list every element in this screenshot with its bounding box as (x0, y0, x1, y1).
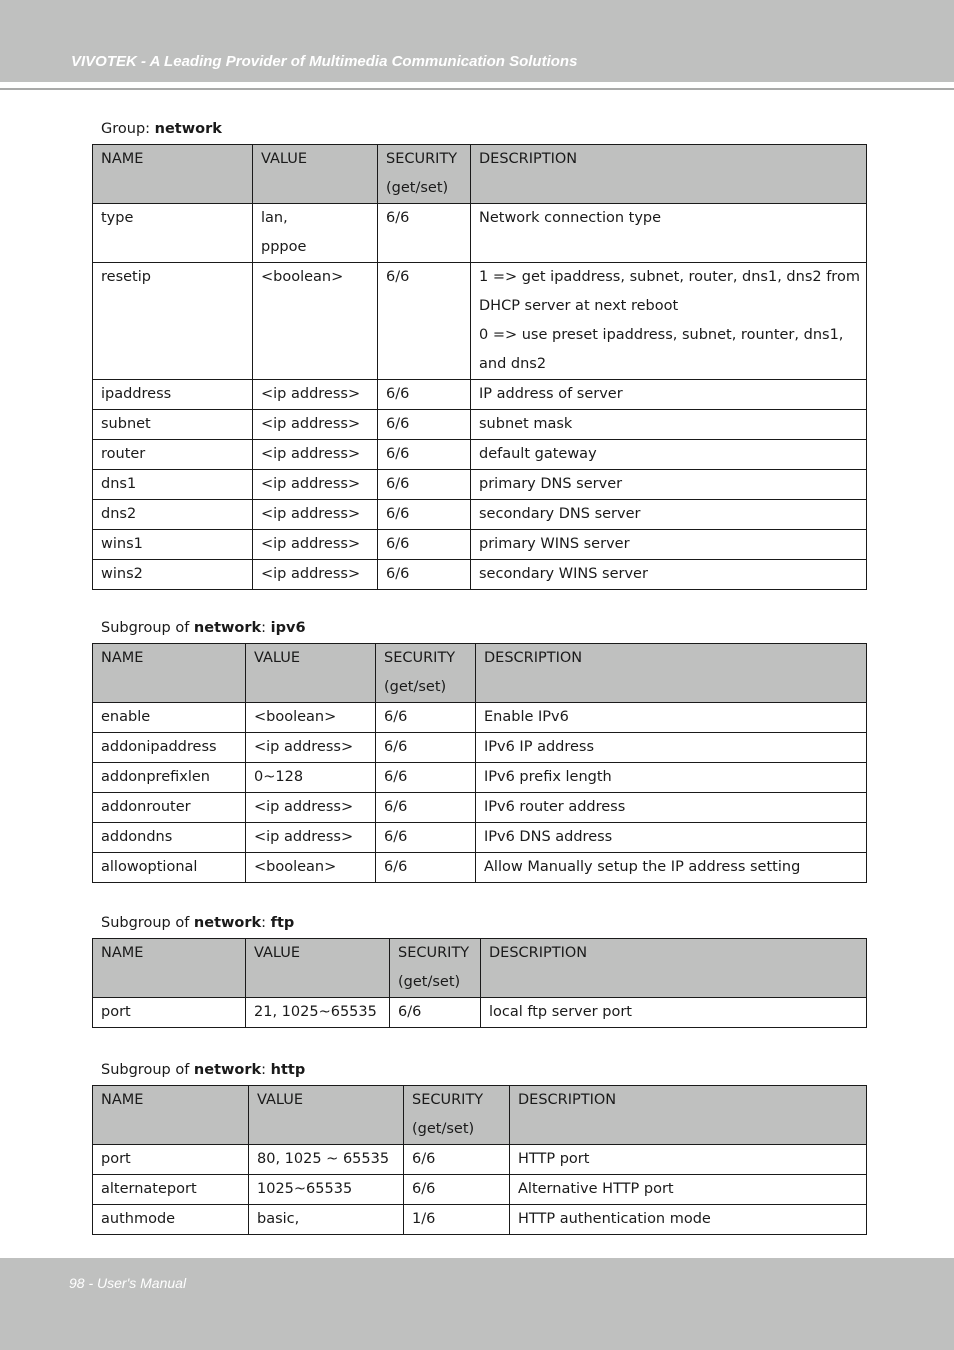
parameter-table (92, 1085, 867, 1235)
param-description-line: secondary WINS server (479, 566, 648, 582)
param-value-line: 0~128 (254, 769, 304, 785)
param-description-line: Alternative HTTP port (518, 1181, 674, 1197)
column-header-security-label: SECURITY (412, 1092, 484, 1108)
param-description-cell (476, 823, 867, 853)
param-description-line: default gateway (479, 446, 597, 462)
column-header-security-label: SECURITY (384, 650, 456, 666)
column-header-value: VALUE (246, 644, 376, 703)
param-security-cell: 1/6 (404, 1205, 510, 1235)
table-header-row (93, 1086, 867, 1145)
caption-group-name: network (154, 121, 222, 137)
param-security-cell: 6/6 (378, 470, 471, 500)
param-description-cell (471, 560, 867, 590)
param-value-cell (246, 853, 376, 883)
section-caption (101, 121, 222, 137)
param-value-line: <ip address> (261, 386, 361, 402)
param-description-cell (481, 998, 867, 1028)
param-description-line: 1 => get ipaddress, subnet, router, dns1, dns2 from (479, 269, 860, 285)
param-value-cell (253, 470, 378, 500)
table-row (93, 763, 867, 793)
parameter-table (92, 643, 867, 883)
param-value-cell (253, 263, 378, 380)
column-header-security-label: SECURITY (386, 151, 458, 167)
table-row (93, 470, 867, 500)
param-description-line: IP address of server (479, 386, 623, 402)
column-header-security-sublabel: (get/set) (412, 1121, 475, 1137)
param-security-cell: 6/6 (378, 500, 471, 530)
param-value-cell (253, 500, 378, 530)
param-description-line: IPv6 prefix length (484, 769, 612, 785)
page-footer (0, 1258, 954, 1350)
param-name-cell: allowoptional (93, 853, 246, 883)
param-value-line: <ip address> (261, 476, 361, 492)
param-value-cell (246, 823, 376, 853)
param-name-cell: wins1 (93, 530, 253, 560)
caption-prefix: Group: (101, 121, 155, 137)
column-header-name: NAME (93, 1086, 249, 1145)
param-description-line: subnet mask (479, 416, 573, 432)
param-description-cell (476, 793, 867, 823)
param-description-cell (476, 763, 867, 793)
table-row (93, 440, 867, 470)
param-description-line: local ftp server port (489, 1004, 632, 1020)
param-value-cell (253, 410, 378, 440)
param-security-cell: 6/6 (378, 263, 471, 380)
table-row (93, 703, 867, 733)
column-header-value: VALUE (246, 939, 390, 998)
caption-prefix: Subgroup of (101, 915, 194, 931)
param-value-cell (253, 440, 378, 470)
param-security-cell: 6/6 (378, 560, 471, 590)
param-value-cell (246, 703, 376, 733)
param-security-cell: 6/6 (378, 530, 471, 560)
column-header-description: DESCRIPTION (471, 145, 867, 204)
param-value-cell (246, 793, 376, 823)
caption-subgroup-name: http (270, 1062, 306, 1078)
column-header-value: VALUE (249, 1086, 404, 1145)
param-description-cell (476, 733, 867, 763)
param-name-cell: addonprefixlen (93, 763, 246, 793)
column-header-security (376, 644, 476, 703)
caption-separator: : (261, 1062, 271, 1078)
table-row (93, 263, 867, 380)
param-security-cell: 6/6 (378, 204, 471, 263)
param-description-line: secondary DNS server (479, 506, 641, 522)
caption-separator: : (261, 620, 271, 636)
table-row (93, 1205, 867, 1235)
param-description-line: Allow Manually setup the IP address setting (484, 859, 801, 875)
table-row (93, 853, 867, 883)
param-value-cell (249, 1205, 404, 1235)
param-value-cell (246, 733, 376, 763)
param-value-cell (253, 530, 378, 560)
param-description-line: primary WINS server (479, 536, 630, 552)
column-header-name: NAME (93, 939, 246, 998)
param-name-cell: router (93, 440, 253, 470)
param-description-cell (471, 410, 867, 440)
param-value-line: 21, 1025~65535 (254, 1004, 377, 1020)
param-value-cell (246, 763, 376, 793)
page-header (0, 0, 954, 82)
param-description-line: HTTP port (518, 1151, 590, 1167)
param-value-line: <ip address> (261, 566, 361, 582)
param-name-cell: resetip (93, 263, 253, 380)
param-value-cell (246, 998, 390, 1028)
column-header-name: NAME (93, 145, 253, 204)
param-value-line: <ip address> (254, 799, 354, 815)
parameter-table (92, 938, 867, 1028)
param-value-line: <boolean> (261, 269, 344, 285)
param-name-cell: authmode (93, 1205, 249, 1235)
param-security-cell: 6/6 (376, 793, 476, 823)
param-description-cell (471, 530, 867, 560)
param-description-cell (471, 204, 867, 263)
param-security-cell: 6/6 (390, 998, 481, 1028)
parameter-table (92, 144, 867, 590)
param-description-cell (471, 470, 867, 500)
param-name-cell: subnet (93, 410, 253, 440)
caption-subgroup-name: ftp (270, 915, 295, 931)
param-name-cell: port (93, 1145, 249, 1175)
param-value-line: <ip address> (261, 506, 361, 522)
param-value-line: basic, (257, 1211, 300, 1227)
param-security-cell: 6/6 (376, 853, 476, 883)
param-description-cell (471, 500, 867, 530)
param-description-cell (471, 263, 867, 380)
param-security-cell: 6/6 (376, 763, 476, 793)
table-row (93, 410, 867, 440)
table-row (93, 500, 867, 530)
table-header-row (93, 939, 867, 998)
footer-page-label: 98 - User's Manual (69, 1275, 187, 1291)
param-security-cell: 6/6 (378, 410, 471, 440)
param-description-cell (471, 440, 867, 470)
param-security-cell: 6/6 (376, 733, 476, 763)
param-description-line: DHCP server at next reboot (479, 298, 679, 314)
column-header-security (404, 1086, 510, 1145)
param-description-cell (471, 380, 867, 410)
section-caption (101, 620, 306, 636)
param-value-line: <boolean> (254, 859, 337, 875)
param-name-cell: enable (93, 703, 246, 733)
param-description-cell (510, 1175, 867, 1205)
param-name-cell: wins2 (93, 560, 253, 590)
param-security-cell: 6/6 (376, 703, 476, 733)
param-value-line: lan, (261, 210, 288, 226)
table-row (93, 823, 867, 853)
param-value-cell (249, 1175, 404, 1205)
param-description-line: IPv6 DNS address (484, 829, 613, 845)
column-header-security-sublabel: (get/set) (384, 679, 447, 695)
caption-prefix: Subgroup of (101, 620, 194, 636)
table-row (93, 204, 867, 263)
caption-subgroup-name: ipv6 (270, 620, 306, 636)
param-description-line: primary DNS server (479, 476, 623, 492)
param-value-line: <ip address> (254, 829, 354, 845)
param-value-cell (253, 380, 378, 410)
param-description-line: 0 => use preset ipaddress, subnet, rounter, dns1, (479, 327, 844, 343)
column-header-security (378, 145, 471, 204)
param-description-line: IPv6 IP address (484, 739, 595, 755)
table-row (93, 793, 867, 823)
param-security-cell: 6/6 (378, 440, 471, 470)
section-caption (101, 915, 294, 931)
table-header-row (93, 145, 867, 204)
param-description-cell (510, 1145, 867, 1175)
param-description-cell (476, 853, 867, 883)
caption-group-name: network (193, 620, 262, 636)
column-header-security-label: SECURITY (398, 945, 470, 961)
param-security-cell: 6/6 (376, 823, 476, 853)
param-value-line: 1025~65535 (257, 1181, 353, 1197)
param-value-cell (253, 204, 378, 263)
param-name-cell: addonipaddress (93, 733, 246, 763)
column-header-description: DESCRIPTION (476, 644, 867, 703)
param-value-line: pppoe (261, 239, 307, 255)
param-value-line: <ip address> (261, 446, 361, 462)
param-description-cell (476, 703, 867, 733)
param-value-line: <ip address> (254, 739, 354, 755)
table-row (93, 1175, 867, 1205)
table-row (93, 998, 867, 1028)
table-row (93, 530, 867, 560)
param-description-line: IPv6 router address (484, 799, 626, 815)
param-name-cell: type (93, 204, 253, 263)
param-value-cell (253, 560, 378, 590)
header-divider (0, 88, 954, 90)
table-row (93, 380, 867, 410)
param-security-cell: 6/6 (404, 1145, 510, 1175)
param-name-cell: alternateport (93, 1175, 249, 1205)
table-row (93, 1145, 867, 1175)
param-security-cell: 6/6 (404, 1175, 510, 1205)
param-security-cell: 6/6 (378, 380, 471, 410)
param-name-cell: ipaddress (93, 380, 253, 410)
column-header-name: NAME (93, 644, 246, 703)
caption-group-name: network (193, 915, 262, 931)
param-description-cell (510, 1205, 867, 1235)
param-name-cell: addonrouter (93, 793, 246, 823)
caption-prefix: Subgroup of (101, 1062, 194, 1078)
param-name-cell: port (93, 998, 246, 1028)
param-name-cell: addondns (93, 823, 246, 853)
param-description-line: HTTP authentication mode (518, 1211, 711, 1227)
param-name-cell: dns2 (93, 500, 253, 530)
param-description-line: Network connection type (479, 210, 662, 226)
column-header-security (390, 939, 481, 998)
column-header-security-sublabel: (get/set) (398, 974, 461, 990)
column-header-description: DESCRIPTION (481, 939, 867, 998)
param-value-line: <ip address> (261, 536, 361, 552)
section-caption (101, 1062, 305, 1078)
table-header-row (93, 644, 867, 703)
column-header-security-sublabel: (get/set) (386, 180, 449, 196)
column-header-value: VALUE (253, 145, 378, 204)
param-name-cell: dns1 (93, 470, 253, 500)
param-description-line: Enable IPv6 (484, 709, 569, 725)
param-description-line: and dns2 (479, 356, 547, 372)
param-value-cell (249, 1145, 404, 1175)
table-row (93, 733, 867, 763)
caption-separator: : (261, 915, 271, 931)
table-row (93, 560, 867, 590)
param-value-line: <boolean> (254, 709, 337, 725)
column-header-description: DESCRIPTION (510, 1086, 867, 1145)
caption-group-name: network (193, 1062, 262, 1078)
param-value-line: <ip address> (261, 416, 361, 432)
header-title: VIVOTEK - A Leading Provider of Multimedia Communication Solutions (71, 53, 578, 70)
param-value-line: 80, 1025 ~ 65535 (257, 1151, 390, 1167)
